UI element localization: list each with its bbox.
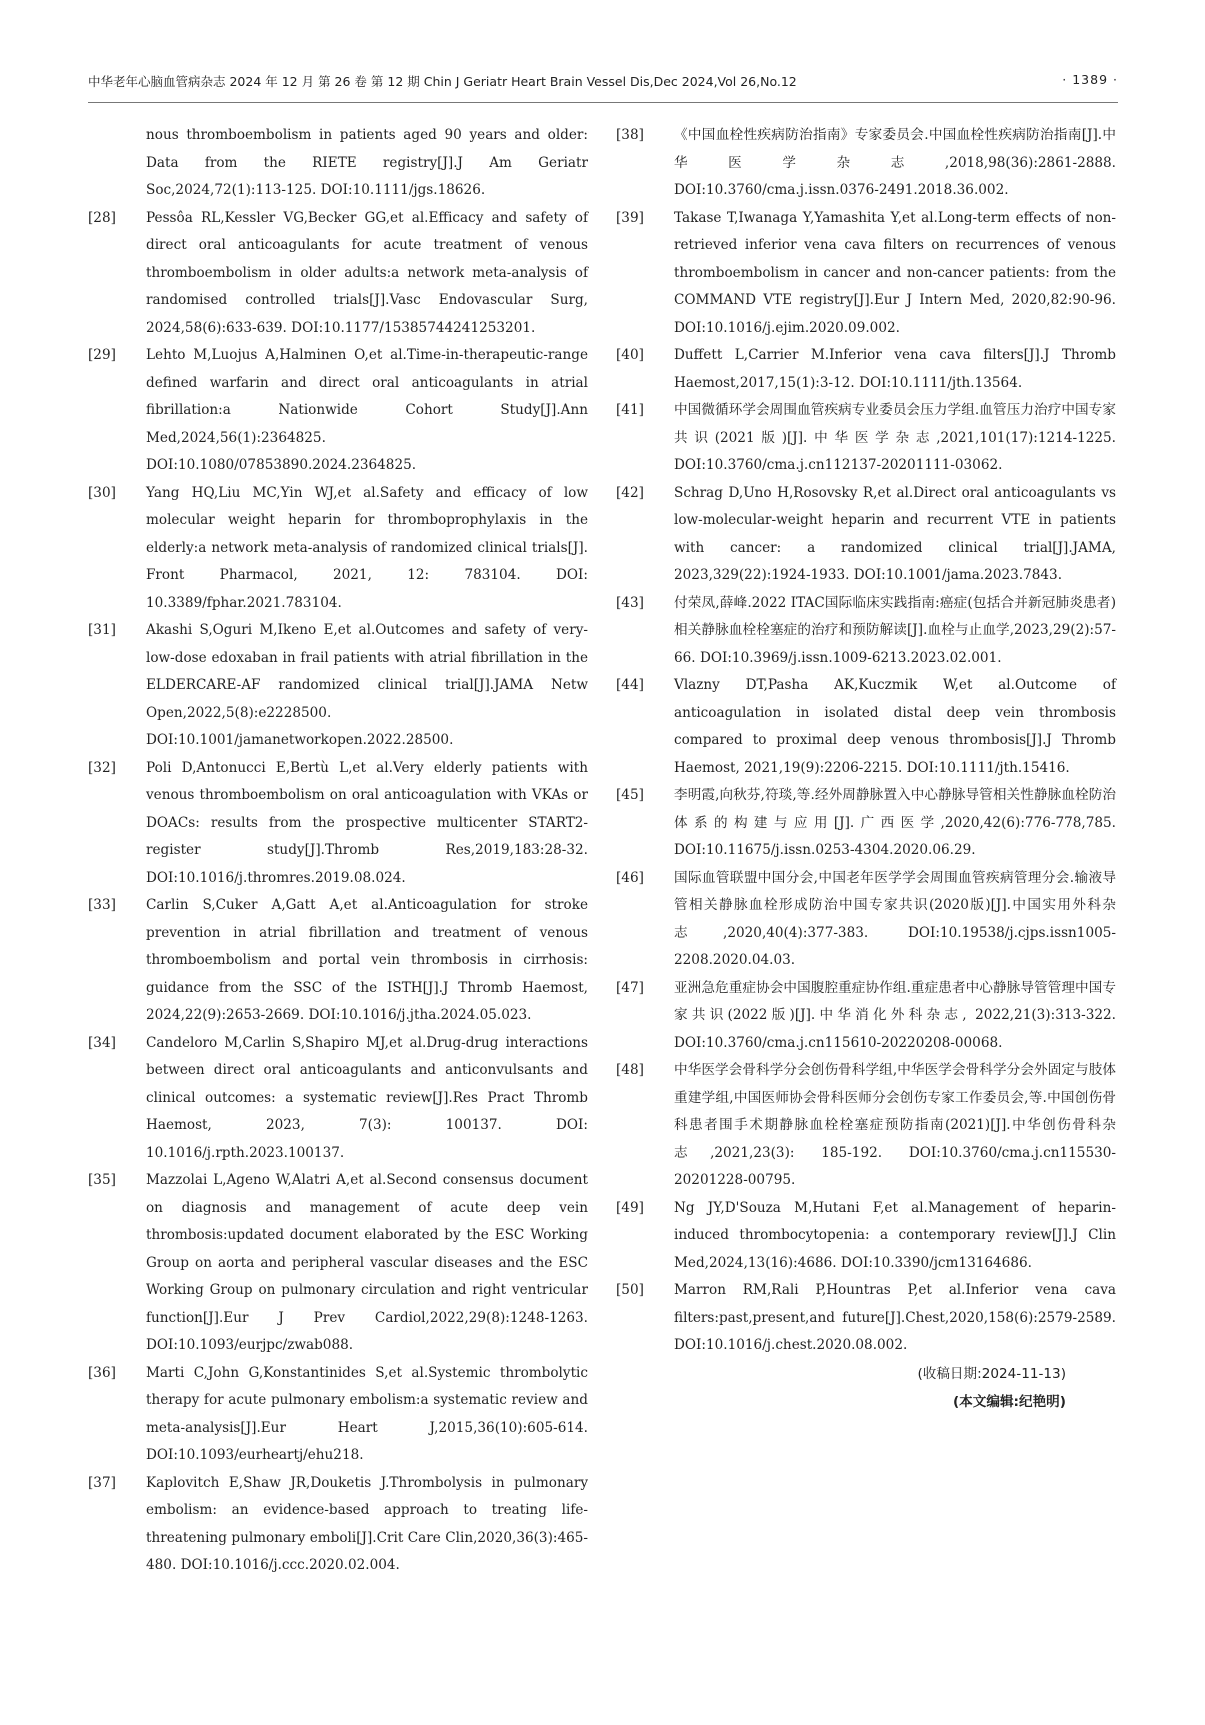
reference-number: [31] <box>88 622 116 638</box>
reference-item <box>88 755 588 893</box>
reference-item <box>88 1470 588 1580</box>
reference-item <box>88 1167 588 1360</box>
right-reference-list <box>616 122 1116 1360</box>
reference-text: 中国微循环学会周围血管疾病专业委员会压力学组.血管压力治疗中国专家共识(2021版)[J].中华医学杂志,2021,101(17):1214-1225. DOI:10.3760/cma.j.cn112137-20201111-03062. <box>674 402 1116 473</box>
reference-text: Yang HQ,Liu MC,Yin WJ,et al.Safety and efficacy of low molecular weight heparin for thromboprophylaxis in the elderly:a network meta-analysis of randomized clinical trials[J]. Front Pharmacol, 2021, 12: 783104. DOI: 10.3389/fphar.2021.783104. <box>146 484 588 611</box>
reference-item <box>616 590 1116 673</box>
reference-text: 亚洲急危重症协会中国腹腔重症协作组.重症患者中心静脉导管管理中国专家共识(2022版)[J].中华消化外科杂志, 2022,21(3):313-322. DOI:10.3760/cma.j.cn115610-20220208-00068. <box>674 979 1116 1051</box>
reference-number: [47] <box>616 979 644 996</box>
running-header <box>88 72 1118 94</box>
reference-number: [32] <box>88 759 116 776</box>
reference-number: [29] <box>88 347 116 363</box>
reference-number: [40] <box>616 347 644 363</box>
reference-text: Takase T,Iwanaga Y,Yamashita Y,et al.Long-term effects of non-retrieved inferior vena cava filters on recurrences of venous thromboembolism in cancer and non-cancer patients: from the COMMAND VTE registry[J].Eur J Intern Med, 2020,82:90-96. DOI:10.1016/j.ejim.2020.09.002. <box>674 209 1116 336</box>
reference-text: 付荣凤,薛峰.2022 ITAC国际临床实践指南:癌症(包括合并新冠肺炎患者)相关静脉血栓栓塞症的治疗和预防解读[J].血栓与止血学,2023,29(2):57-66. DOI:10.3969/j.issn.1009-6213.2023.02.001. <box>674 594 1116 666</box>
reference-number: [49] <box>616 1199 644 1216</box>
reference-number: [43] <box>616 594 644 611</box>
reference-text: Schrag D,Uno H,Rosovsky R,et al.Direct oral anticoagulants vs low-molecular-weight heparin and recurrent VTE in patients with cancer: a randomized clinical trial[J].JAMA, 2023,329(22):1924-1933. DOI:10.1001/jama.2023.7843. <box>674 484 1116 583</box>
reference-number: [37] <box>88 1474 116 1491</box>
reference-number: [28] <box>88 209 116 226</box>
reference-number: [46] <box>616 869 644 886</box>
reference-text: Candeloro M,Carlin S,Shapiro MJ,et al.Drug-drug interactions between direct oral anticoagulants and anticonvulsants and clinical outcomes: a systematic review[J].Res Pract Thromb Haemost, 2023, 7(3): 100137. DOI: 10.1016/j.rpth.2023.100137. <box>146 1034 588 1161</box>
reference-item <box>88 205 588 343</box>
article-footer <box>616 1360 1116 1416</box>
reference-text: Ng JY,D'Souza M,Hutani F,et al.Management of heparin-induced thrombocytopenia: a contemporary review[J].J Clin Med,2024,13(16):4686. DOI:10.3390/jcm13164686. <box>674 1199 1116 1271</box>
reference-continuation: nous thromboembolism in patients aged 90 years and older: Data from the RIETE registry[J].J Am Geriatr Soc,2024,72(1):113-125. DOI:10.1111/jgs.18626. <box>146 127 588 198</box>
reference-item <box>616 205 1116 343</box>
reference-text: Kaplovitch E,Shaw JR,Douketis J.Thrombolysis in pulmonary embolism: an evidence-based approach to treating life-threatening pulmonary emboli[J].Crit Care Clin,2020,36(3):465-480. DOI:10.1016/j.ccc.2020.02.004. <box>146 1474 588 1573</box>
reference-text: 国际血管联盟中国分会,中国老年医学学会周围血管疾病管理分会.输液导管相关静脉血栓形成防治中国专家共识(2020版)[J].中国实用外科杂志,2020,40(4):377-383. DOI:10.19538/j.cjps.issn1005-2208.2020.04.03. <box>674 869 1116 968</box>
reference-text: Poli D,Antonucci E,Bertù L,et al.Very elderly patients with venous thromboembolism on oral anticoagulation with VKAs or DOACs: results from the prospective multicenter START2-register study[J].Thromb Res,2019,183:28-32. DOI:10.1016/j.thromres.2019.08.024. <box>146 759 588 886</box>
reference-text: Carlin S,Cuker A,Gatt A,et al.Anticoagulation for stroke prevention in atrial fibrillation and treatment of venous thromboembolism and portal vein thrombosis in cirrhosis: guidance from the SSC of the ISTH[J].J Thromb Haemost, 2024,22(9):2653-2669. DOI:10.1016/j.jtha.2024.05.023. <box>146 897 588 1023</box>
reference-item <box>88 1030 588 1168</box>
reference-item <box>616 865 1116 975</box>
right-column <box>616 122 1116 1416</box>
reference-text: 李明霞,向秋芬,符琰,等.经外周静脉置入中心静脉导管相关性静脉血栓防治体系的构建与应用[J].广西医学,2020,42(6):776-778,785. DOI:10.11675/j.issn.0253-4304.2020.06.29. <box>674 787 1116 858</box>
reference-item <box>616 397 1116 480</box>
reference-text: Duffett L,Carrier M.Inferior vena cava filters[J].J Thromb Haemost,2017,15(1):3-12. DOI:10.1111/jth.13564. <box>674 347 1116 391</box>
reference-number: [42] <box>616 484 644 501</box>
reference-item <box>616 1277 1116 1360</box>
journal-citation: 中华老年心脑血管病杂志 2024 年 12 月 第 26 卷 第 12 期 Chin J Geriatr Heart Brain Vessel Dis,Dec 2024,Vol 26,No.12 <box>88 74 797 89</box>
reference-item <box>88 617 588 755</box>
reference-number: [38] <box>616 127 644 143</box>
reference-number: [48] <box>616 1062 644 1078</box>
reference-text: Akashi S,Oguri M,Ikeno E,et al.Outcomes and safety of very-low-dose edoxaban in frail patients with atrial fibrillation in the ELDERCARE-AF randomized clinical trial[J].JAMA Netw Open,2022,5(8):e2228500. DOI:10.1001/jamanetworkopen.2022.28500. <box>146 622 588 748</box>
reference-number: [33] <box>88 897 116 913</box>
editor-credit: (本文编辑:纪艳明) <box>952 1393 1066 1410</box>
reference-text: Marti C,John G,Konstantinides S,et al.Systemic thrombolytic therapy for acute pulmonary embolism:a systematic review and meta-analysis[J].Eur Heart J,2015,36(10):605-614. DOI:10.1093/eurheartj/ehu218. <box>146 1364 588 1463</box>
reference-item <box>88 1360 588 1470</box>
reference-item <box>616 342 1116 397</box>
reference-text: Marron RM,Rali P,Hountras P,et al.Inferior vena cava filters:past,present,and future[J].Chest,2020,158(6):2579-2589. DOI:10.1016/j.chest.2020.08.002. <box>674 1282 1116 1353</box>
reference-number: [39] <box>616 209 644 226</box>
header-rule <box>88 102 1118 103</box>
reference-item <box>616 782 1116 865</box>
reference-text: Pessôa RL,Kessler VG,Becker GG,et al.Efficacy and safety of direct oral anticoagulants for acute treatment of venous thromboembolism in older adults:a network meta-analysis of randomised controlled trials[J].Vasc Endovascular Surg, 2024,58(6):633-639. DOI:10.1177/15385744241253201. <box>146 209 588 336</box>
reference-item <box>88 342 588 480</box>
reference-item <box>616 480 1116 590</box>
reference-number: [30] <box>88 484 116 501</box>
reference-number: [36] <box>88 1364 116 1381</box>
left-column <box>88 122 588 1580</box>
received-date: (收稿日期:2024-11-13) <box>917 1365 1066 1382</box>
reference-number: [44] <box>616 677 644 693</box>
reference-number: [45] <box>616 787 644 803</box>
page-number: · 1389 · <box>1062 72 1118 87</box>
reference-text: Lehto M,Luojus A,Halminen O,et al.Time-in-therapeutic-range defined warfarin and direct oral anticoagulants in atrial fibrillation:a Nationwide Cohort Study[J].Ann Med,2024,56(1):2364825. DOI:10.1080/07853890.2024.2364825. <box>146 347 588 473</box>
reference-item <box>616 672 1116 782</box>
reference-item <box>616 122 1116 205</box>
reference-text: 中华医学会骨科学分会创伤骨科学组,中华医学会骨科学分会外固定与肢体重建学组,中国医师协会骨科医师分会创伤专家工作委员会,等.中国创伤骨科患者围手术期静脉血栓栓塞症预防指南(2021)[J].中华创伤骨科杂志,2021,23(3): 185-192. DOI:10.3760/cma.j.cn115530-20201228-00795. <box>674 1062 1116 1188</box>
reference-number: [50] <box>616 1282 644 1298</box>
reference-item <box>88 480 588 618</box>
reference-item <box>616 1057 1116 1195</box>
reference-item <box>88 892 588 1030</box>
reference-text: Vlazny DT,Pasha AK,Kuczmik W,et al.Outcome of anticoagulation in isolated distal deep vein thrombosis compared to proximal deep venous thrombosis[J].J Thromb Haemost, 2021,19(9):2206-2215. DOI:10.1111/jth.15416. <box>674 677 1116 776</box>
reference-number: [35] <box>88 1172 116 1188</box>
reference-number: [41] <box>616 402 644 418</box>
reference-number: [34] <box>88 1034 116 1051</box>
left-reference-list <box>88 205 588 1580</box>
reference-text: 《中国血栓性疾病防治指南》专家委员会.中国血栓性疾病防治指南[J].中华医学杂志,2018,98(36):2861-2888. DOI:10.3760/cma.j.issn.0376-2491.2018.36.002. <box>674 127 1116 198</box>
reference-item <box>616 975 1116 1058</box>
reference-item <box>616 1195 1116 1278</box>
reference-text: Mazzolai L,Ageno W,Alatri A,et al.Second consensus document on diagnosis and management of acute deep vein thrombosis:updated document elaborated by the ESC Working Group on aorta and peripheral vascular diseases and the ESC Working Group on pulmonary circulation and right ventricular function[J].Eur J Prev Cardiol,2022,29(8):1248-1263. DOI:10.1093/eurjpc/zwab088. <box>146 1172 588 1353</box>
